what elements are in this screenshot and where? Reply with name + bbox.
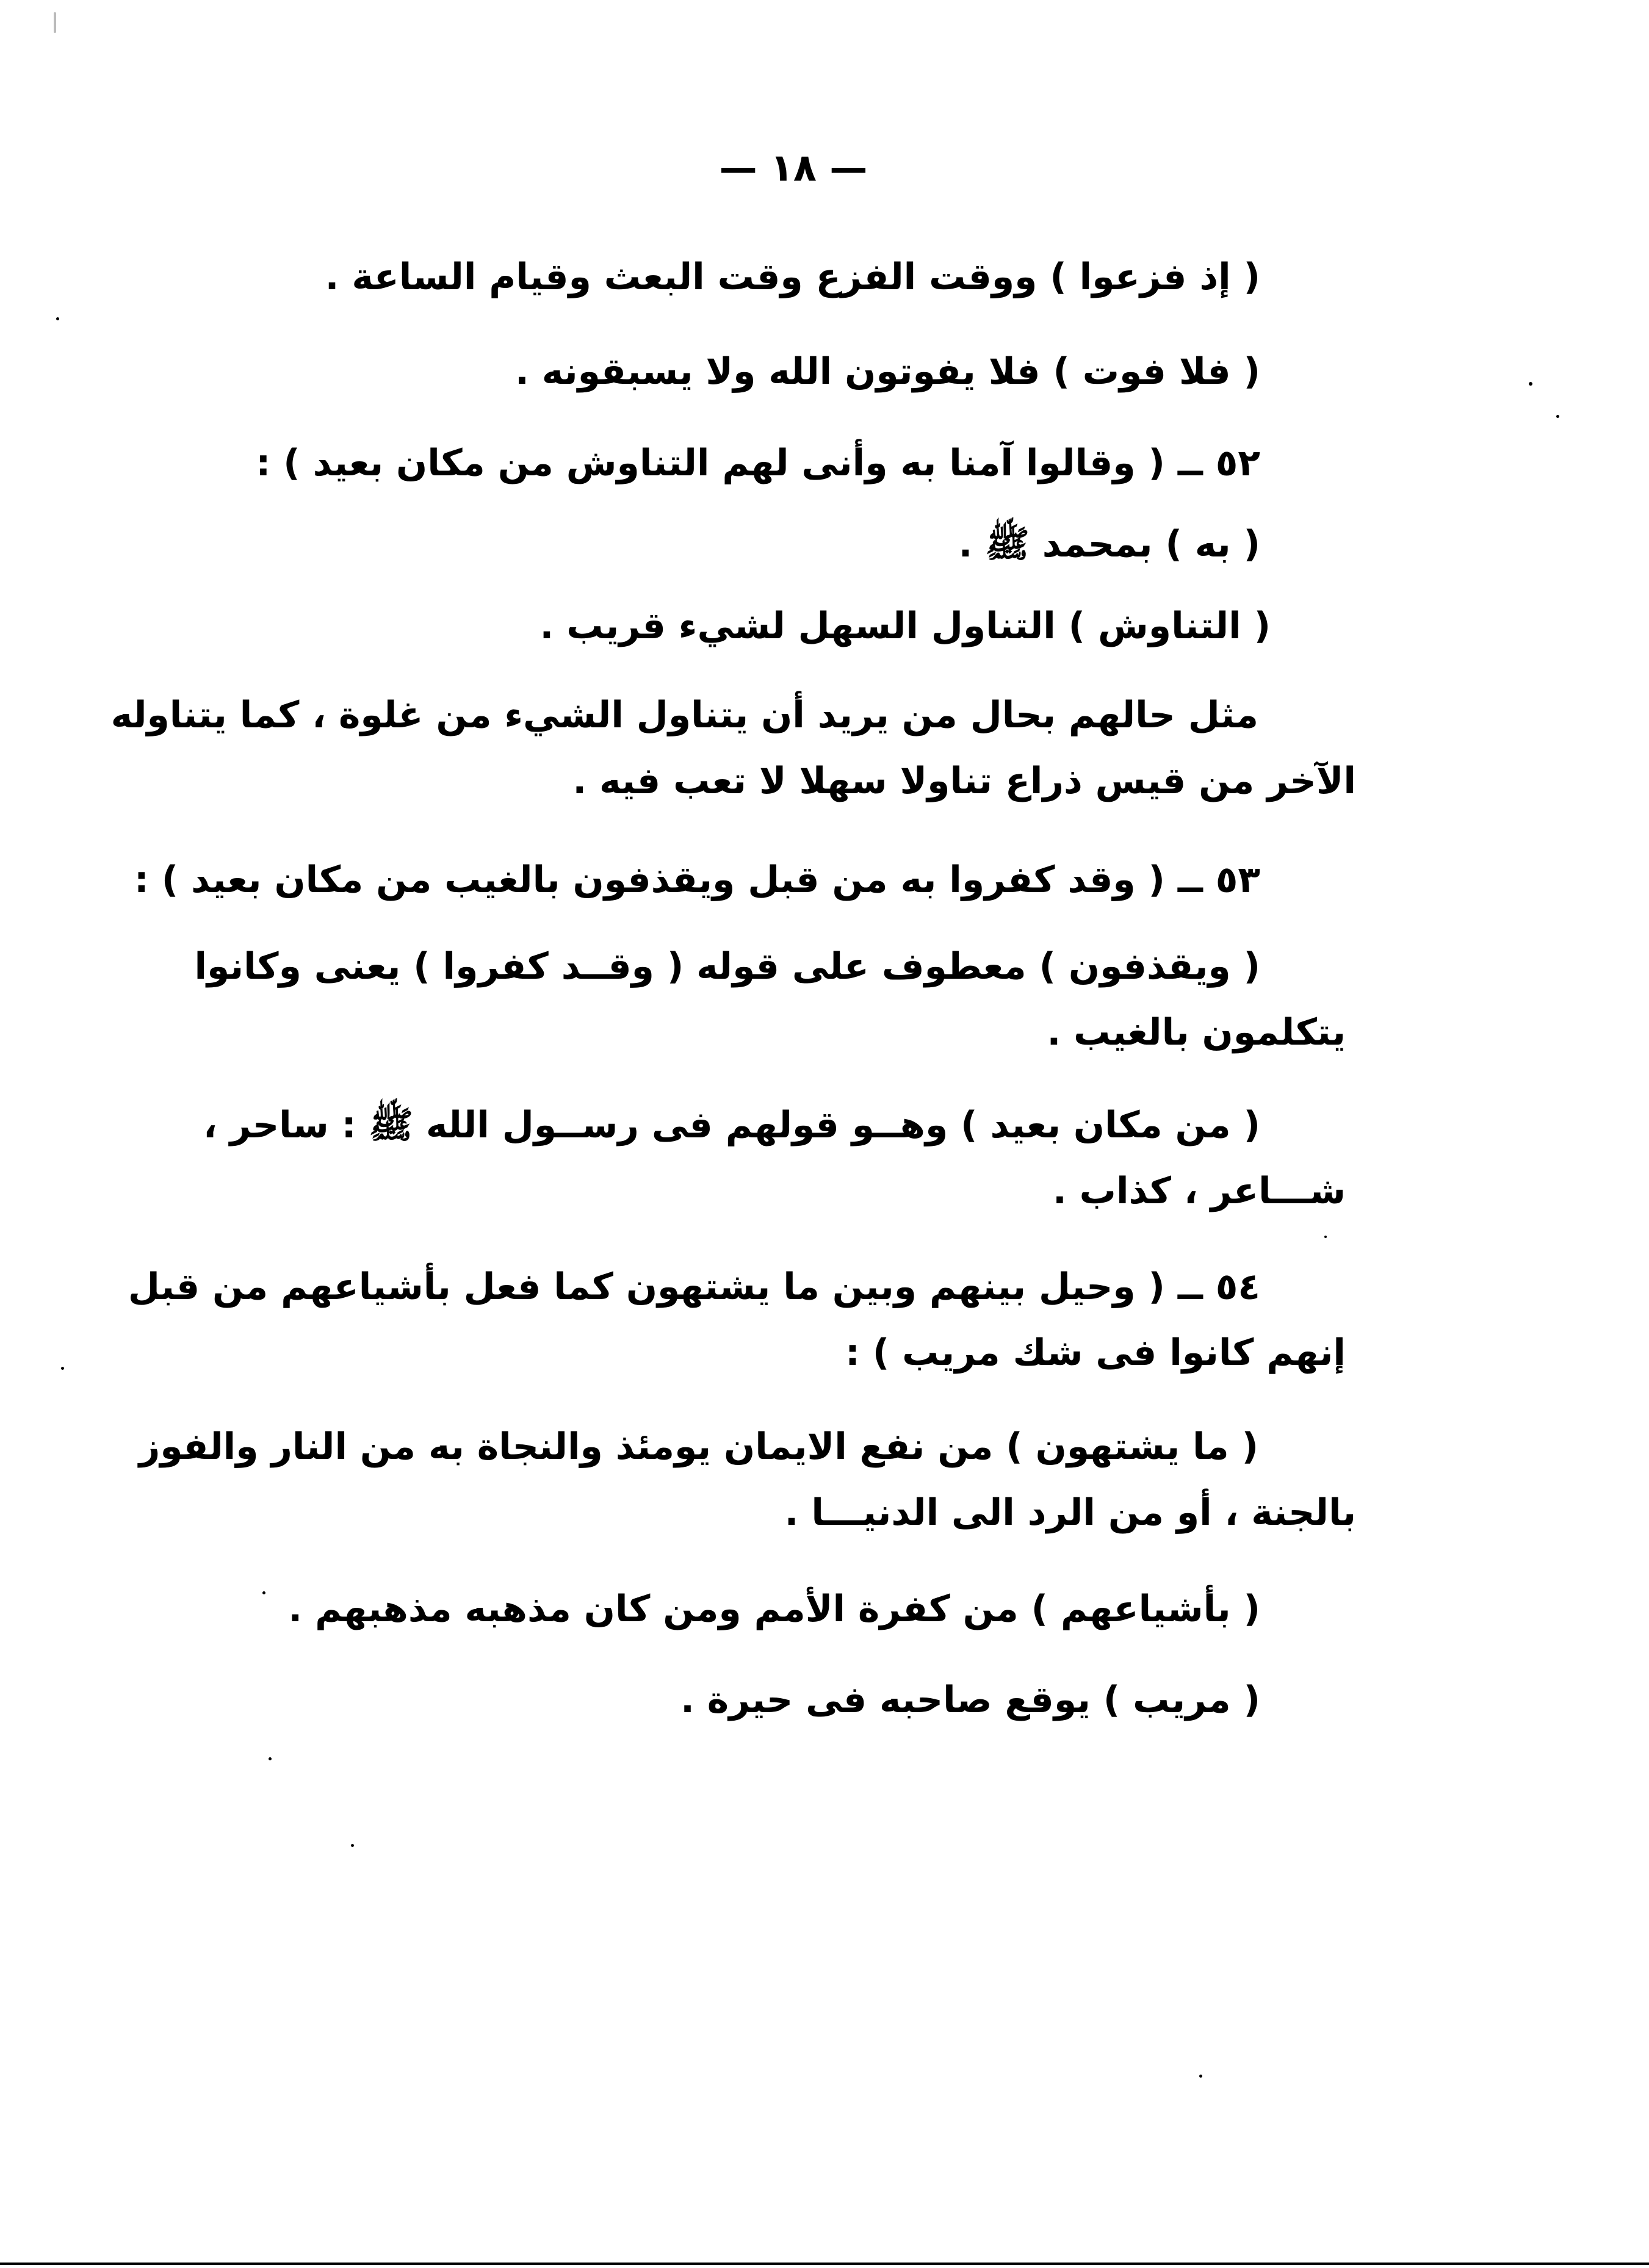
paragraph-11-line-1: ( ما يشتهون ) من نفع الايمان يومئذ والنجاة به من النار والفوز bbox=[139, 1425, 1258, 1468]
scan-speck bbox=[56, 317, 59, 320]
paragraph-9-line-2: شـــاعر ، كذاب . bbox=[1052, 1170, 1346, 1212]
paragraph-12-text: ( بأشياعهم ) من كفرة الأمم ومن كان مذهبه مذهبهم . bbox=[288, 1588, 1260, 1630]
paragraph-7-text: ٥٣ ــ ( وقد كفروا به من قبل ويقذفون بالغيب من مكان بعيد ) : bbox=[134, 859, 1260, 901]
paragraph-3-text: ٥٢ ــ ( وقالوا آمنا به وأنى لهم التناوش من مكان بعيد ) : bbox=[256, 442, 1260, 484]
scan-speck bbox=[269, 1757, 272, 1760]
paragraph-1 bbox=[325, 244, 1260, 310]
paragraph-6 bbox=[110, 682, 1356, 814]
scan-speck bbox=[61, 1367, 64, 1370]
scan-speck bbox=[1556, 415, 1559, 418]
paragraph-5 bbox=[540, 593, 1271, 659]
paragraph-5-text: ( التناوش ) التناول السهل لشيء قريب . bbox=[539, 605, 1271, 647]
paragraph-9-line-1: ( من مكان بعيد ) وهــو قولهم فى رســول الله ﷺ : ساحر ، bbox=[203, 1104, 1260, 1147]
paragraph-10-line-1: ٥٤ ــ ( وحيل بينهم وبين ما يشتهون كما فعل بأشياعهم من قبل bbox=[128, 1265, 1260, 1308]
paragraph-11-line-2: بالجنة ، أو من الرد الى الدنيـــا . bbox=[784, 1491, 1356, 1534]
paragraph-8-line-1: ( ويقذفون ) معطوف على قوله ( وقــد كفروا ) يعنى وكانوا bbox=[194, 945, 1260, 988]
paragraph-9 bbox=[203, 1092, 1346, 1224]
paragraph-10-verse-54 bbox=[128, 1254, 1346, 1386]
paragraph-7-verse-53 bbox=[134, 847, 1260, 913]
paragraph-4 bbox=[959, 511, 1260, 577]
page-number: — ١٨ — bbox=[719, 145, 868, 190]
paragraph-4-text: ( به ) بمحمد ﷺ . bbox=[958, 523, 1260, 566]
paragraph-8-line-2: يتكلمون بالغيب . bbox=[1047, 1011, 1346, 1054]
scan-speck bbox=[1529, 382, 1532, 386]
paragraph-6-line-1: مثل حالهم بحال من يريد أن يتناول الشيء من غلوة ، كما يتناوله bbox=[110, 694, 1258, 736]
scan-speck bbox=[54, 12, 56, 33]
page-bottom-edge bbox=[0, 2263, 1649, 2265]
paragraph-2 bbox=[515, 339, 1260, 405]
paragraph-10-line-2: إنهم كانوا فى شك مريب ) : bbox=[845, 1331, 1346, 1374]
paragraph-11 bbox=[139, 1414, 1356, 1546]
paragraph-2-text: ( فلا فوت ) فلا يفوتون الله ولا يسبقونه . bbox=[515, 350, 1260, 393]
scan-speck bbox=[1324, 1236, 1327, 1238]
paragraph-8 bbox=[194, 934, 1346, 1065]
scan-speck bbox=[351, 1844, 354, 1847]
scan-speck bbox=[1199, 2075, 1202, 2078]
paragraph-6-line-2: الآخر من قيس ذراع تناولا سهلا لا تعب فيه . bbox=[572, 760, 1356, 802]
paragraph-13-text: ( مريب ) يوقع صاحبه فى حيرة . bbox=[680, 1679, 1260, 1721]
scan-speck bbox=[262, 1591, 265, 1594]
paragraph-1-text: ( إذ فزعوا ) ووقت الفزع وقت البعث وقيام الساعة . bbox=[325, 256, 1260, 298]
paragraph-3-verse-52 bbox=[256, 430, 1260, 496]
paragraph-12 bbox=[288, 1576, 1260, 1642]
paragraph-13 bbox=[680, 1667, 1260, 1733]
